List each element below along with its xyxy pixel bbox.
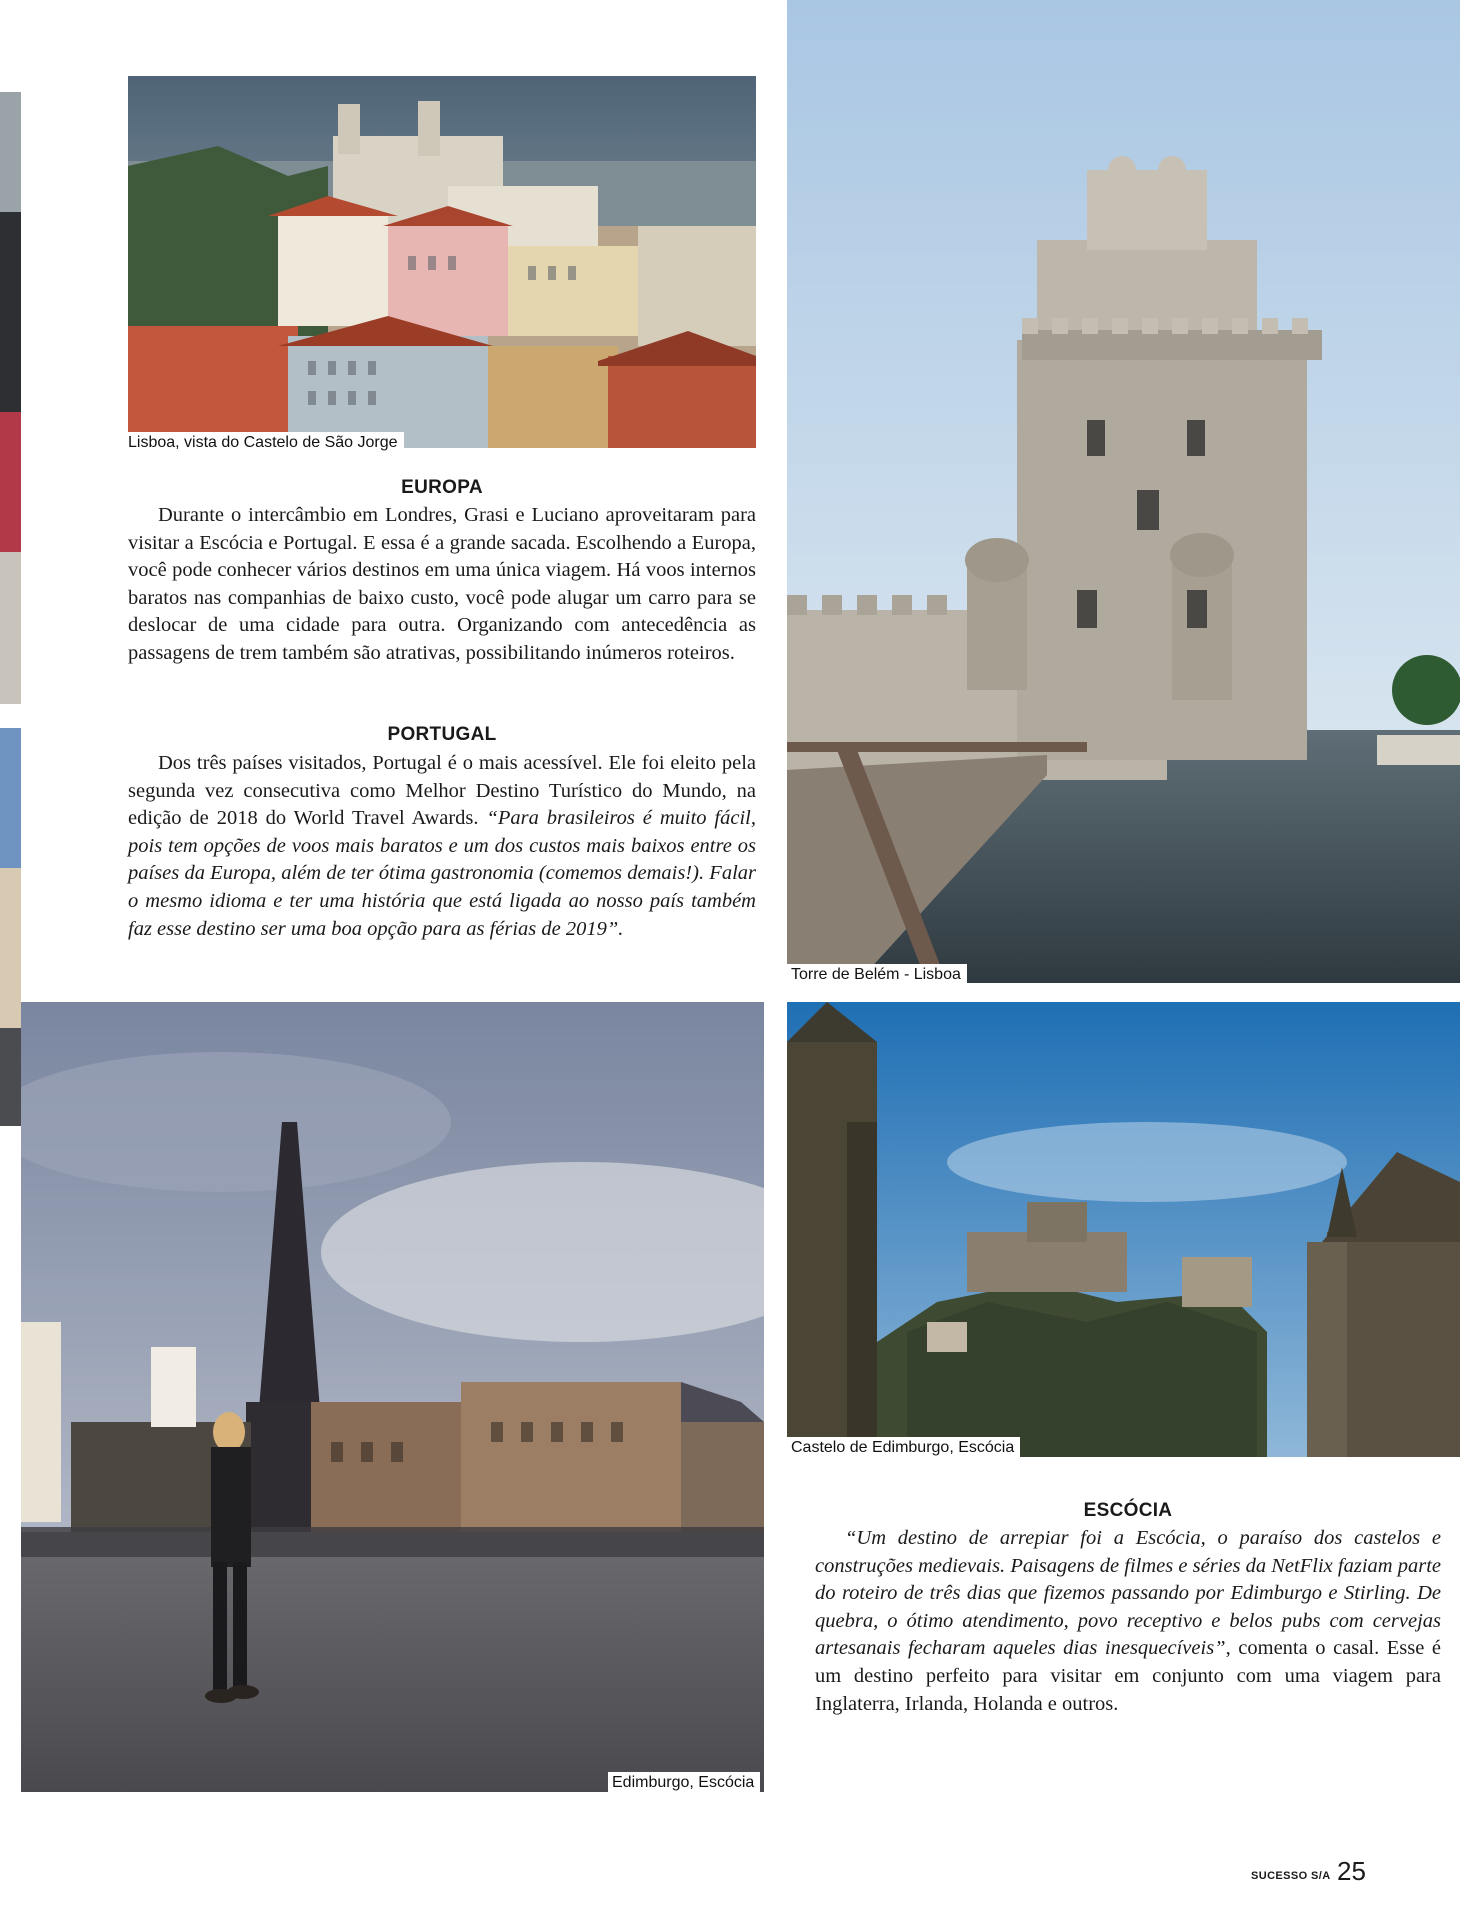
edimburgo-caption: Edimburgo, Escócia — [608, 1772, 760, 1795]
left-edge-photo-bottom — [0, 728, 21, 1126]
lisboa-view-photo — [128, 76, 756, 448]
edimburgo-square-photo — [21, 1002, 764, 1792]
europa-heading: EUROPA — [401, 477, 483, 498]
portugal-quote: “Para brasileiros é muito fácil, pois tem opções de voos mais baratos e um dos custos mais baixos entre os países da Europa, além de ter ótima gastronomia (comemos demais!). Falar o mesmo idioma e ter uma história que está ligada ao nosso país também faz esse destino ser uma boa opção para as férias de 2019”. — [128, 807, 756, 940]
portugal-heading: PORTUGAL — [387, 724, 497, 745]
portugal-paragraph — [128, 750, 756, 943]
castelo-edimburgo-caption: Castelo de Edimburgo, Escócia — [787, 1437, 1020, 1460]
torre-belem-caption: Torre de Belém - Lisboa — [787, 964, 967, 987]
europa-paragraph: Durante o intercâmbio em Londres, Grasi e Luciano aproveitaram para visitar a Escócia e Portugal. E essa é a grande sacada. Escolhendo a Europa, você pode conhecer vários destinos em uma única viagem. Há voos internos baratos nas companhias de baixo custo, você pode alugar um carro para se deslocar de uma cidade para outra. Organizando com antecedência as passagens de trem também são atrativas, possibilitando inúmeros roteiros. — [128, 504, 756, 664]
escocia-quote: “Um destino de arrepiar foi a Escócia, o paraíso dos castelos e construções medievais. Paisagens de filmes e séries da NetFlix faziam parte do roteiro de três dias que fizemos passando por Edimburgo e Stirling. De quebra, o ótimo atendimento, povo receptivo e belos pubs com cervejas artesanais fecharam aqueles dias inesquecíveis” — [815, 1527, 1441, 1660]
castelo-edimburgo-photo — [787, 1002, 1460, 1457]
page-number: 25 — [1337, 1856, 1366, 1886]
torre-belem-photo — [787, 0, 1460, 983]
escocia-text: , comenta o casal. Esse é um destino perfeito para visitar em conjunto com uma viagem para Inglaterra, Irlanda, Holanda e outros. — [815, 1637, 1441, 1715]
portugal-text: Dos três países visitados, Portugal é o mais acessível. Ele foi eleito pela segunda vez consecutiva como Melhor Destino Turístico do Mundo, na edição de 2018 do World Travel Awards. — [128, 752, 756, 830]
left-edge-photo-top — [0, 92, 21, 704]
escocia-paragraph — [815, 1525, 1441, 1718]
escocia-heading: ESCÓCIA — [1083, 1500, 1173, 1521]
lisboa-view-caption: Lisboa, vista do Castelo de São Jorge — [124, 432, 404, 455]
magazine-brand: SUCESSO S/A — [1251, 1870, 1331, 1882]
